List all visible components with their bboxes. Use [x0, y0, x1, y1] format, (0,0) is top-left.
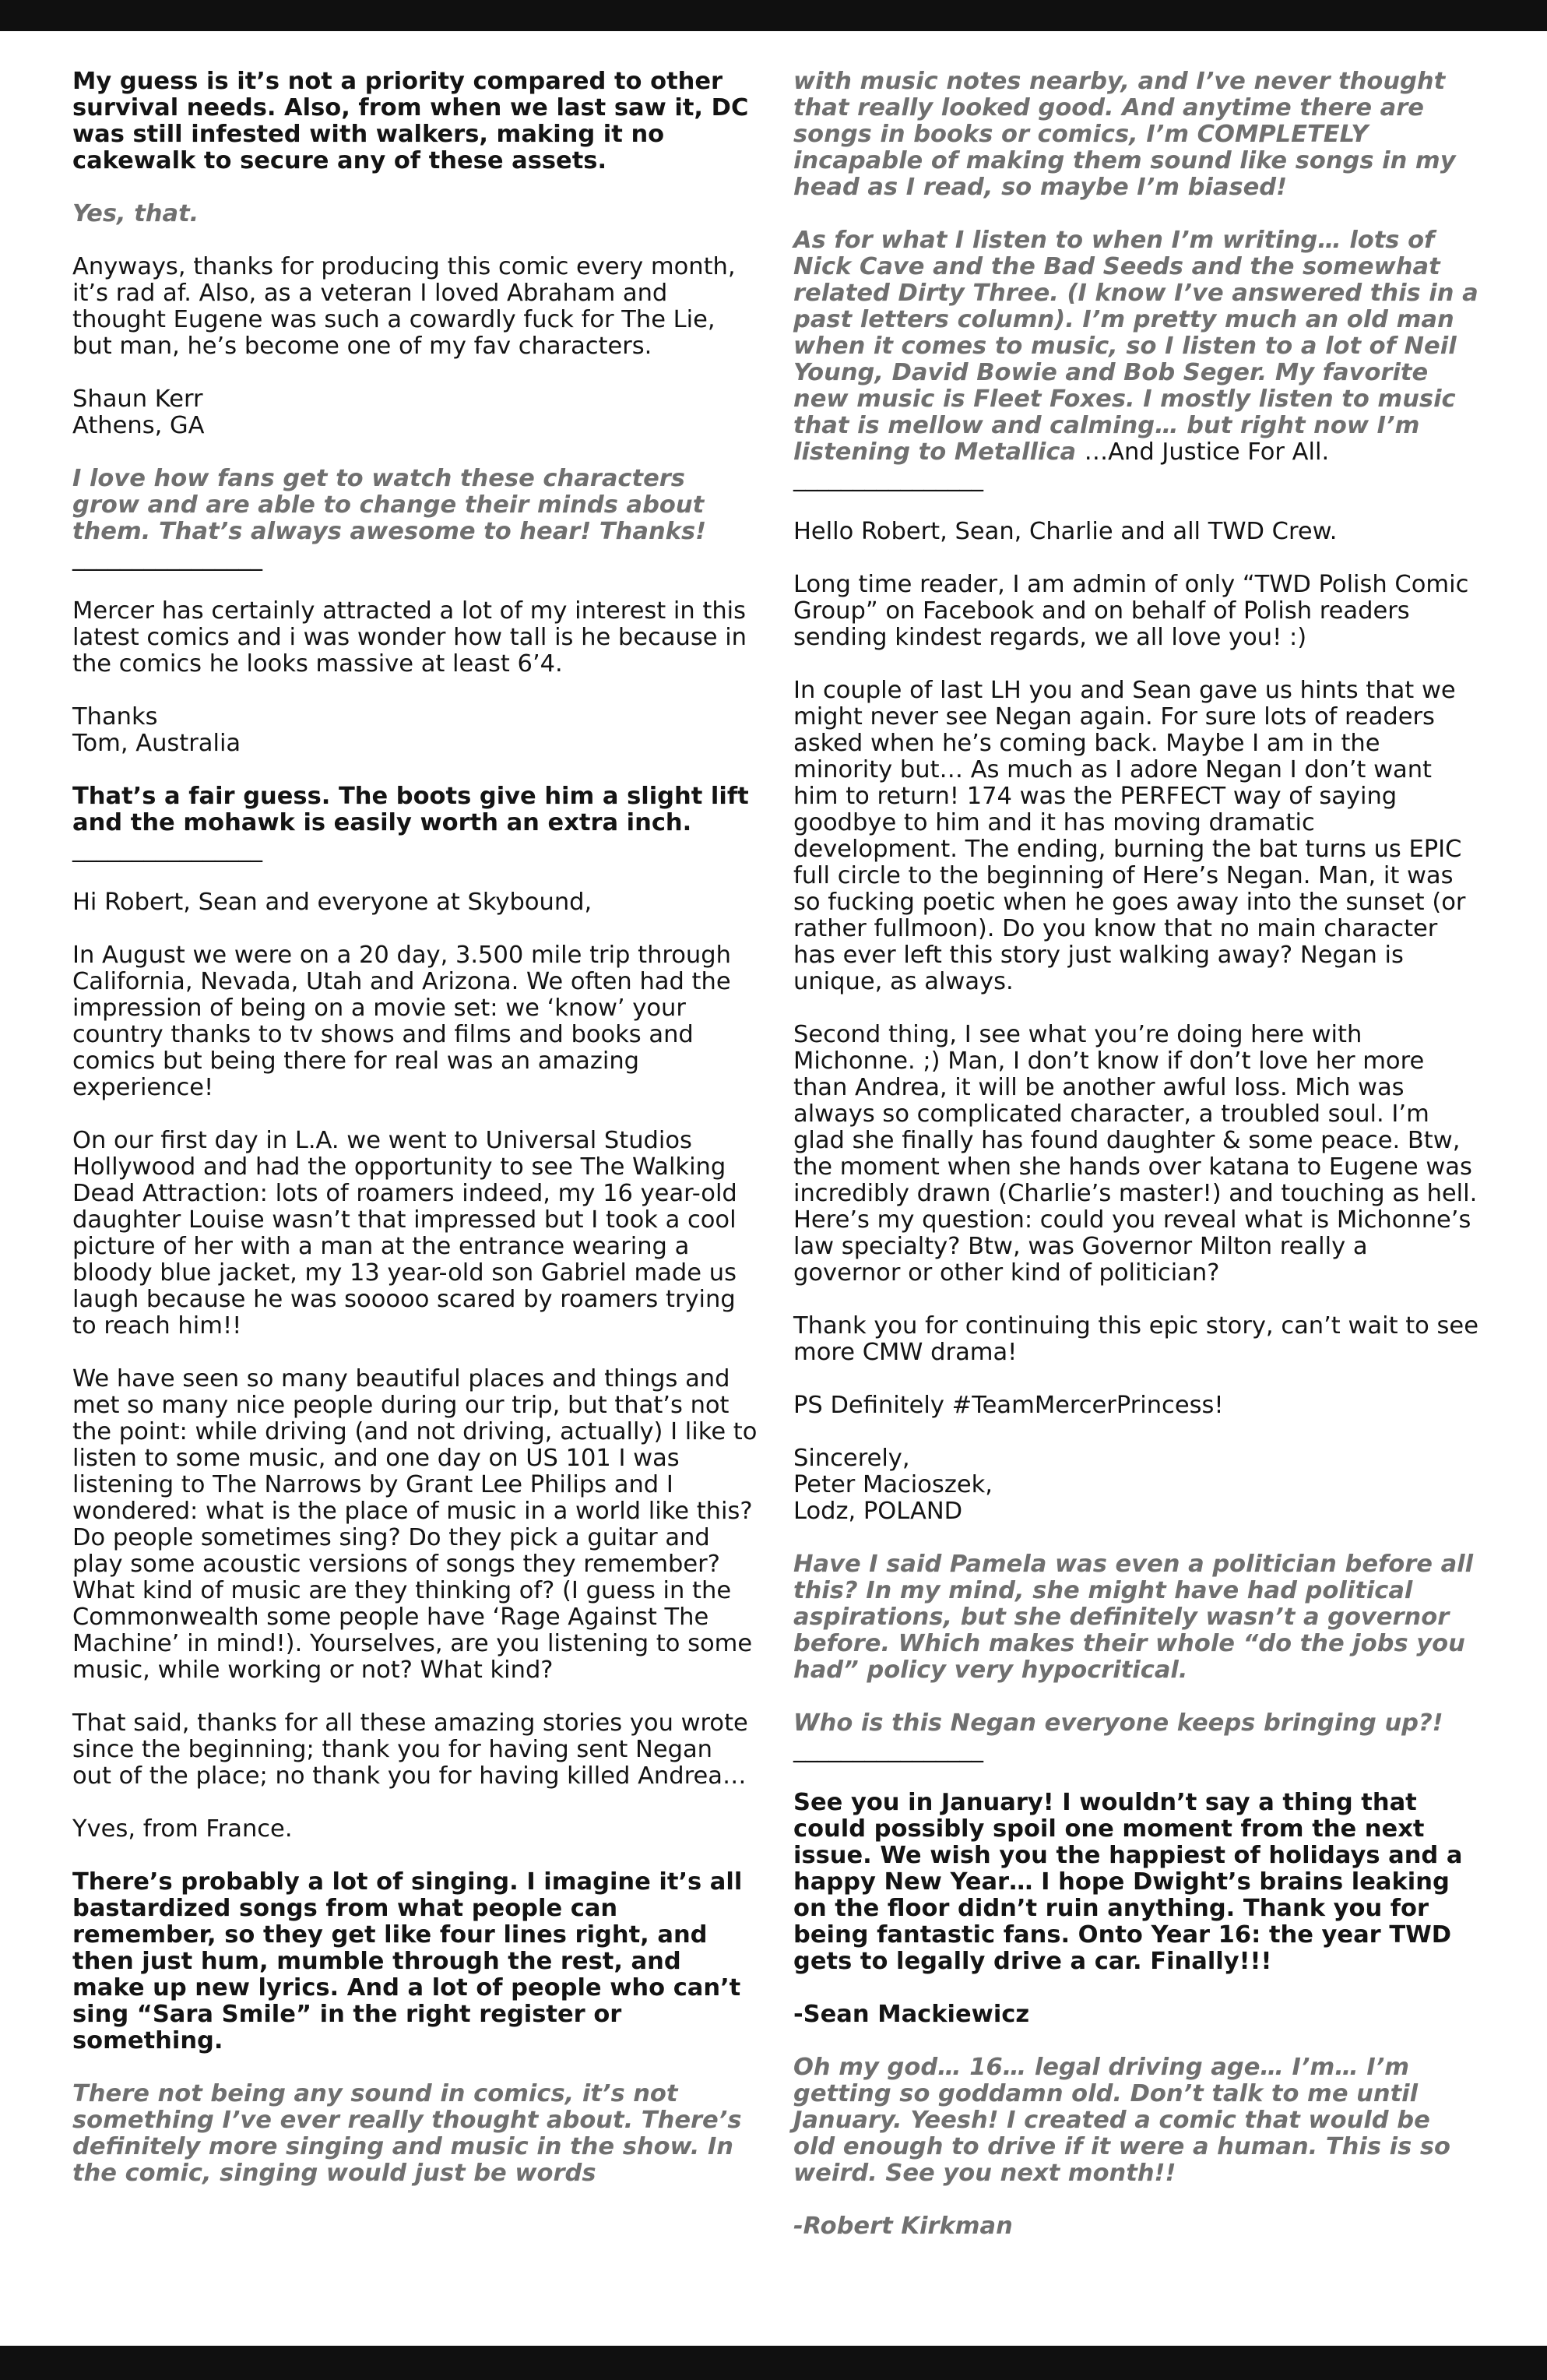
letter-tom-body: Mercer has certainly attracted a lot of my interest in this latest comics and i was wonder how tall is he because in the comics he looks massive at least 6’4. [72, 597, 747, 678]
signature-robert: -Robert Kirkman [793, 2213, 1013, 2240]
letter-shaun-signature [72, 386, 758, 439]
signature-place: Lodz, POLAND [793, 1498, 963, 1525]
top-border [0, 0, 1547, 31]
signature-sean: -Sean Mackiewicz [793, 2001, 1030, 2028]
separator: ________________ [72, 544, 262, 572]
letter-peter-michonne: Second thing, I see what you’re doing here with Michonne. ;) Man, I don’t know if don’t love her more than Andrea, it will be another awful loss. Mich was always so complicated character, a troubled soul. I’m glad she finally has found daughter & some peace. Btw, the moment when she hands over katana to Eugene was incredibly drawn (Charlie’s master!) and touching as hell. Here’s my question: could you reveal what is Michonne’s law specialty? Btw, was Governor Milton really a governor or other kind of politician? [793, 1021, 1478, 1287]
letter-peter-ps: PS Definitely #TeamMercerPrincess! [793, 1392, 1224, 1419]
letter-peter-intro: Long time reader, I am admin of only “TWD Polish Comic Group” on Facebook and on behalf of Polish readers sending kindest regards, we all love you! :) [793, 571, 1469, 651]
separator: ________________ [72, 836, 262, 863]
signature-name: Tom, Australia [72, 730, 241, 757]
signature-thanks: Thanks [72, 703, 158, 731]
closing-robert: Oh my god… 16… legal driving age… I’m… I’m getting so goddamn old. Don’t talk to me until January. Yeesh! I created a comic that would be old enough to drive if it were a human. This is so weird. See you next month!! [793, 2054, 1450, 2187]
signature-name: Peter Macioszek, [793, 1471, 993, 1498]
letter-yves-trip: In August we were on a 20 day, 3.500 mile trip through California, Nevada, Utah and Arizona. We often had the impression of being on a movie set: we ‘know’ your country thanks to tv shows and films and books and comics but being there for real was an amazing experience! [72, 942, 731, 1101]
reply-priority: My guess is it’s not a priority compared to other survival needs. Also, from when we last saw it, DC was still infested with walkers, making it no cakewalk to secure any of these assets. [72, 68, 749, 174]
reply-sound-comics: There not being any sound in comics, it’s not something I’ve ever really thought about. There’s definitely more singing and music in the show. In the comic, singing would just be words [72, 2080, 742, 2187]
reply-pamela: Have I said Pamela was even a politician before all this? In my mind, she might have had political aspirations, but she definitely wasn’t a governor before. Which makes their whole “do the jobs you had” policy very hypocritical. [793, 1551, 1474, 1684]
reply-listening-text: As for what I listen to when I’m writing… lots of Nick Cave and the Bad Seeds and the somewhat related Dirty Three. (I know I’ve answered this in a past letters column). I’m pretty much an old man when it comes to music, so I listen to a lot of Neil Young, David Bowie and Bob Seger. My favorite new music is Fleet Foxes. I mostly listen to music that is mellow and calming… but right now I’m listening to Metallica [793, 227, 1478, 466]
reply-music-notes: with music notes nearby, and I’ve never thought that really looked good. And anytime there are songs in books or comics, I’m COMPLETELY incapable of making them sound like songs in my head as I read, so maybe I’m biased! [793, 68, 1456, 201]
reply-singing: There’s probably a lot of singing. I imagine it’s all bastardized songs from what people can remember, so they get like four lines right, and then just hum, mumble through the rest, and make up new lyrics. And a lot of people who can’t sing “Sara Smile” in the right register or something. [72, 1868, 743, 2054]
reply-shaun: I love how fans get to watch these characters grow and are able to change their minds about them. That’s always awesome to hear! Thanks! [72, 465, 707, 545]
separator: ________________ [793, 465, 983, 492]
letter-yves-signature: Yves, from France. [72, 1815, 293, 1843]
left-column [72, 69, 758, 2187]
separator: ________________ [793, 1736, 983, 1763]
right-column [793, 69, 1478, 2240]
letter-yves-universal: On our first day in L.A. we went to Universal Studios Hollywood and had the opportunity to see The Walking Dead Attraction: lots of roamers indeed, my 16 year-old daughter Louise wasn’t that impressed but I took a cool picture of her with a man at the entrance wearing a bloody blue jacket, my 13 year-old son Gabriel made us laugh because he was sooooo scared by roamers trying to reach him!! [72, 1127, 737, 1340]
reply-listening [793, 227, 1478, 466]
signature-place: Athens, GA [72, 412, 205, 439]
reply-yes-that: Yes, that. [72, 200, 199, 227]
letter-peter-greeting: Hello Robert, Sean, Charlie and all TWD Crew. [793, 518, 1338, 545]
letter-peter-negan: In couple of last LH you and Sean gave us hints that we might never see Negan again. For sure lots of readers asked when he’s coming back. Maybe I am in the minority but… As much as I adore Negan I don’t want him to return! 174 was the PERFECT way of saying goodbye to him and it has moving dramatic development. The ending, burning the bat turns us EPIC full circle to the beginning of Here’s Negan. Man, it was so fucking poetic when he goes away into the sunset (or rather fullmoon). Do you know that no main character has ever left this story just walking away? Negan is unique, as always. [793, 677, 1466, 995]
letter-yves-greeting: Hi Robert, Sean and everyone at Skybound, [72, 889, 592, 916]
letter-peter-signature [793, 1445, 1478, 1525]
letter-peter-thanks: Thank you for continuing this epic story, can’t wait to see more CMW drama! [793, 1312, 1478, 1366]
letter-tom-signature [72, 704, 758, 757]
reply-negan-joke: Who is this Negan everyone keeps bringing up?! [793, 1709, 1443, 1737]
closing-sean: See you in January! I wouldn’t say a thing that could possibly spoil one moment from the next issue. We wish you the happiest of holidays and a happy New Year… I hope Dwight’s brains leaking on the floor didn’t ruin anything. Thank you for being fantastic fans. Onto Year 16: the year TWD gets to legally drive a car. Finally!!! [793, 1789, 1463, 1975]
letter-yves-music: We have seen so many beautiful places and things and met so many nice people during our trip, but that’s not the point: while driving (and not driving, actually) I like to listen to some music, and one day on US 101 I was listening to The Narrows by Grant Lee Philips and I wondered: what is the place of music in a world like this? Do people sometimes sing? Do they pick a guitar and play some acoustic versions of songs they remember? What kind of music are they thinking of? (I guess in the Commonwealth some people have ‘Rage Against The Machine’ in mind!). Yourselves, are you listening to some music, while working or not? What kind? [72, 1365, 758, 1684]
letter-shaun-body: Anyways, thanks for producing this comic every month, it’s rad af. Also, as a veteran I loved Abraham and thought Eugene was such a cowardly fuck for The Lie, but man, he’s become one of my fav characters. [72, 253, 736, 360]
reply-tom: That’s a fair guess. The boots give him a slight lift and the mohawk is easily worth an extra inch. [72, 783, 749, 836]
bottom-border [0, 2346, 1547, 2380]
signature-sincerely: Sincerely, [793, 1445, 910, 1472]
letter-yves-thanks: That said, thanks for all these amazing stories you wrote since the beginning; thank you for having sent Negan out of the place; no thank you for having killed Andrea… [72, 1709, 748, 1790]
album-title: …And Justice For All. [1084, 438, 1330, 466]
signature-name: Shaun Kerr [72, 386, 203, 413]
